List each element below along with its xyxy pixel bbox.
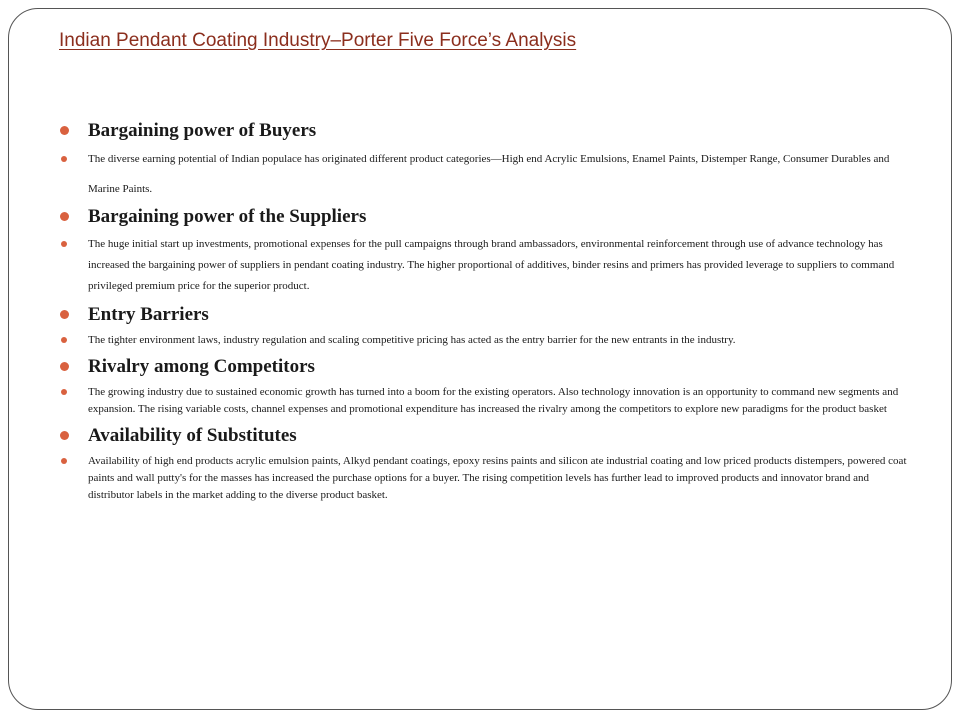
body-entry-barriers: The tighter environment laws, industry regulation and scaling competitive pricing has acted as the entry barrier for the new entrants in the industry. — [58, 332, 908, 349]
heading-rivalry: Rivalry among Competitors — [58, 354, 908, 380]
body-substitutes: Availability of high end products acrylic emulsion paints, Alkyd pendant coatings, epoxy resins paints and silicon ate industrial coating and low priced products distempers, powered coat paints and wall putty's for the masses has increased the purchase options for a buyer. The rising competition levels has further lead to improved products and innovator brand and distributor labels in the market adding to the diverse product basket. — [58, 453, 908, 504]
heading-entry-barriers: Entry Barriers — [58, 302, 908, 328]
body-rivalry: The growing industry due to sustained economic growth has turned into a boom for the existing operators. Also technology innovation is an opportunity to command new segments and expansion. The rising variable costs, channel expenses and promotional expenditure has increased the rivalry among the competitors to explore new paradigms for the product basket — [58, 384, 908, 418]
heading-buyers: Bargaining power of Buyers — [58, 118, 908, 144]
slide-content — [58, 118, 908, 509]
body-buyers: The diverse earning potential of Indian populace has originated different product categories—High end Acrylic Emulsions, Enamel Paints, Distemper Range, Consumer Durables and Marine Paints. — [58, 144, 908, 204]
body-suppliers: The huge initial start up investments, promotional expenses for the pull campaigns through brand ambassadors, environmental reinforcement through use of advance technology has increased the bargaining power of suppliers in pendant coating industry. The higher proportional of additives, binder resins and primers has provided leverage to suppliers to command privileged premium price for the superior product. — [58, 234, 908, 297]
heading-suppliers: Bargaining power of the Suppliers — [58, 204, 908, 230]
slide-title: Indian Pendant Coating Industry–Porter Five Force’s Analysis — [59, 30, 577, 51]
heading-substitutes: Availability of Substitutes — [58, 423, 908, 449]
